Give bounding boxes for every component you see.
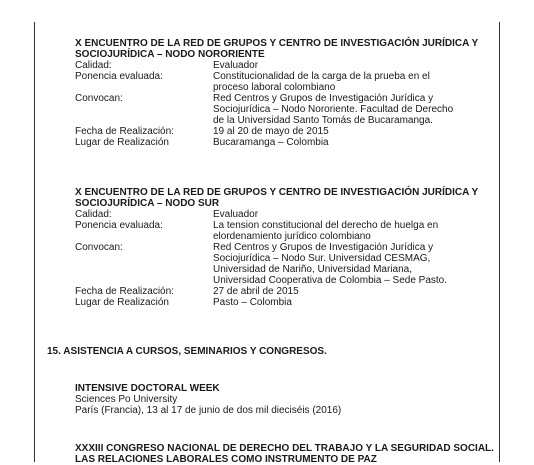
event1-convocan-value-2: Sociojurídica – Nodo Nororiente. Facultad de Derecho: [213, 104, 454, 115]
event1-ponencia-label: Ponencia evaluada:: [75, 71, 163, 82]
event1-convocan-label: Convocan:: [75, 93, 123, 104]
event2-convocan-value-4: Universidad Cooperativa de Colombia – Sede Pasto.: [213, 275, 448, 286]
course1-details: París (Francia), 13 al 17 de junio de dos mil dieciséis (2016): [75, 405, 342, 416]
event2-ponencia-value-1: La tension constitucional del derecho de huelga en: [213, 220, 439, 231]
event2-ponencia-label: Ponencia evaluada:: [75, 220, 163, 231]
event2-fecha-value: 27 de abril de 2015: [213, 286, 299, 297]
event1-calidad-label: Calidad:: [75, 60, 112, 71]
event2-title-line2: SOCIOJURÍDICA – NODO SUR: [75, 198, 220, 209]
event1-title-line1: X ENCUENTRO DE LA RED DE GRUPOS Y CENTRO DE INVESTIGACIÓN JURÍDICA Y: [75, 38, 479, 49]
event2-convocan-value-2: Sociojurídica – Nodo Sur. Universidad CESMAG,: [213, 253, 431, 264]
event2-calidad-label: Calidad:: [75, 209, 112, 220]
section-15-heading: 15. ASISTENCIA A CURSOS, SEMINARIOS Y CONGRESOS.: [47, 346, 327, 357]
event2-lugar-label: Lugar de Realización: [75, 297, 169, 308]
event1-lugar-value: Bucaramanga – Colombia: [213, 137, 329, 148]
course2-title-line1: XXXIII CONGRESO NACIONAL DE DERECHO DEL TRABAJO Y LA SEGURIDAD SOCIAL.: [75, 443, 494, 454]
event1-fecha-label: Fecha de Realización:: [75, 126, 174, 137]
event2-title-line1: X ENCUENTRO DE LA RED DE GRUPOS Y CENTRO DE INVESTIGACIÓN JURÍDICA Y: [75, 187, 479, 198]
course1-title: INTENSIVE DOCTORAL WEEK: [75, 383, 220, 394]
event1-convocan-value-3: de la Universidad Santo Tomás de Bucaramanga.: [213, 115, 433, 126]
event1-calidad-value: Evaluador: [213, 60, 259, 71]
event2-ponencia-value-2: elordenamiento jurídico colombiano: [213, 231, 371, 242]
event1-ponencia-value-1: Constitucionalidad de la carga de la prueba en el: [213, 71, 430, 82]
event2-convocan-value-1: Red Centros y Grupos de Investigación Jurídica y: [213, 242, 434, 253]
event1-lugar-label: Lugar de Realización: [75, 137, 169, 148]
course1-institution: Sciences Po University: [75, 394, 178, 405]
event1-title-line2: SOCIOJURÍDICA – NODO NORORIENTE: [75, 49, 265, 60]
event2-fecha-label: Fecha de Realización:: [75, 286, 174, 297]
event2-lugar-value: Pasto – Colombia: [213, 297, 292, 308]
event1-convocan-value-1: Red Centros y Grupos de Investigación Jurídica y: [213, 93, 434, 104]
event1-ponencia-value-2: proceso laboral colombiano: [213, 82, 336, 93]
event2-convocan-value-3: Universidad de Nariño, Universidad Mariana,: [213, 264, 412, 275]
event2-convocan-label: Convocan:: [75, 242, 123, 253]
event1-fecha-value: 19 al 20 de mayo de 2015: [213, 126, 329, 137]
event2-calidad-value: Evaluador: [213, 209, 259, 220]
course2-title-line2: LAS RELACIONES LABORALES COMO INSTRUMENTO DE PAZ: [75, 454, 377, 465]
